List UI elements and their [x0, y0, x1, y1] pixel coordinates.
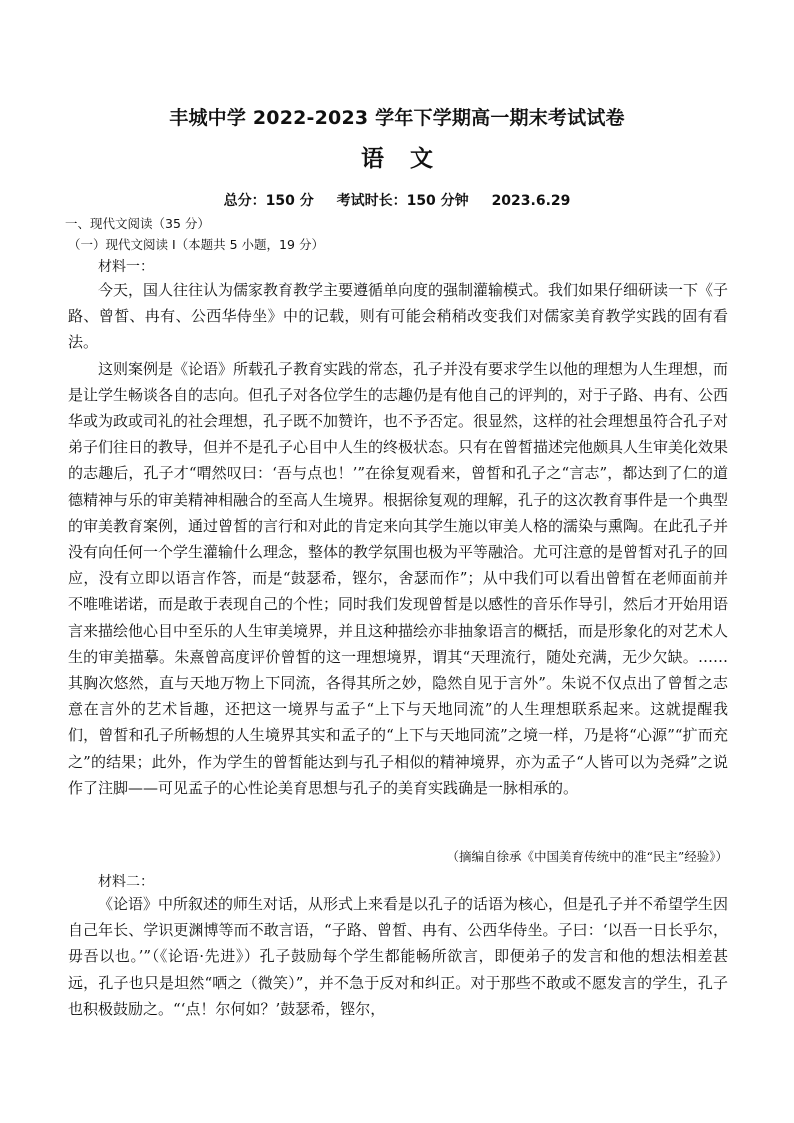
material1-body — [68, 277, 728, 801]
exam-title: 丰城中学 2022-2023 学年下学期高一期末考试试卷 — [169, 107, 625, 129]
total-score: 总分：150 分 — [223, 193, 314, 209]
material1-source: （摘编自徐承《中国美育传统中的准“民主”经验》） — [446, 849, 728, 864]
material1-label: 材料一： — [98, 259, 154, 275]
section-heading-part1: 一、现代文阅读（35 分） — [65, 216, 210, 231]
material2-label: 材料二： — [98, 874, 154, 890]
material1-paragraph: 今天，国人往往认为儒家教育教学主要遵循单向度的强制灌输模式。我们如果仔细研读一下《子路、曾皙、冉有、公西华侍坐》中的记载，则有可能会稍稍改变我们对儒家美育教学实践的固有看法。 — [68, 281, 729, 352]
exam-meta — [0, 190, 794, 210]
material1-paragraph: 这则案例是《论语》所载孔子教育实践的常态，孔子并没有要求学生以他的理想为人生理想，而是让学生畅谈各自的志向。但孔子对各位学生的志趣仍是有他自己的评判的，对于子路、冉有、公西华或为政或司礼的社会理想，孔子既不加赞许，也不予否定。很显然，这样的社会理想虽符合孔子对弟子们往日的教导，但并不是孔子心目中人生的终极状态。只有在曾皙描述完他颇具人生审美化效果的志趣后，孔子才“喟然叹曰：‘吾与点也！’”在徐复观看来，曾皙和孔子之“言志”，都达到了仁的道德精神与乐的审美精神相融合的至高人生境界。根据徐复观的理解，孔子的这次教育事件是一个典型的审美教育案例，通过曾皙的言行和对此的肯定来向其学生施以审美人格的濡染与熏陶。在此孔子并没有向任何一个学生灌输什么理念，整体的教学氛围也极为平等融洽。尤可注意的是曾皙对孔子的回应，没有立即以语言作答，而是“鼓瑟希，铿尔，舍瑟而作”；从中我们可以看出曾皙在老师面前并不唯唯诺诺，而是敢于表现自己的个性；同时我们发现曾皙是以感性的音乐作导引，然后才开始用语言来描绘他心目中至乐的人生审美境界，并且这种描绘亦非抽象语言的概括，而是形象化的对艺术人生的审美描摹。朱熹曾高度评价曾皙的这一理想境界，谓其“天理流行，随处充满，无少欠缺。……其胸次悠然，直与天地万物上下同流，各得其所之妙，隐然自见于言外”。朱说不仅点出了曾皙之志意在言外的艺术旨趣，还把这一境界与孟子“上下与天地同流”的人生理想联系起来。这就提醒我们，曾皙和孔子所畅想的人生境界其实和孟子的“上下与天地同流”之境一样，乃是将“心源”“扩而充之”的结果；此外，作为学生的曾皙能达到与孔子相似的精神境界，亦为孟子“人皆可以为尧舜”之说作了注脚——可见孟子的心性论美育思想与孔子的美育实践确是一脉相承的。 — [68, 359, 729, 797]
subject-title: 语文 — [361, 146, 459, 172]
exam-date: 2023.6.29 — [491, 193, 571, 209]
material2-body — [68, 891, 728, 1022]
exam-duration: 考试时长：150 分钟 — [336, 193, 469, 209]
material2-paragraph: 《论语》中所叙述的师生对话，从形式上来看是以孔子的话语为核心，但是孔子并不希望学生因自己年长、学识更渊博等而不敢言语，“子路、曾皙、冉有、公西华侍坐。子曰：‘以吾一日长乎尔，毋吾以也。’”（《论语·先进》）孔子鼓励每个学生都能畅所欲言，即便弟子的发言和他的想法相差甚远，孔子也只是坦然“哂之（微笑）”，并不急于反对和纠正。对于那些不敢或不愿发言的学生，孔子也积极鼓励之。“‘点！尔何如？’鼓瑟希，铿尔， — [68, 895, 729, 1018]
section-heading-part1-1: （一）现代文阅读 I（本题共 5 小题，19 分） — [68, 237, 324, 252]
